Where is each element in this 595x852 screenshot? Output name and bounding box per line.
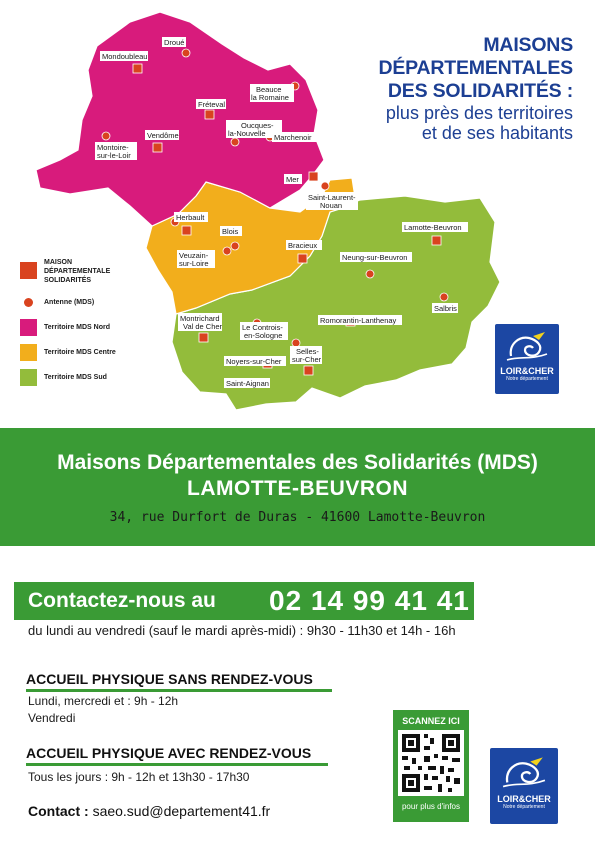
town-label: Noyers-sur-Cher (226, 357, 282, 366)
legend-brand-line: SOLIDARITÉS (44, 277, 92, 284)
town-label: sur-Cher (292, 355, 322, 364)
contact-prefix: Contactez-nous au (28, 589, 216, 612)
email-address[interactable]: saeo.sud@departement41.fr (92, 803, 271, 819)
legend-label: Territoire MDS Sud (44, 373, 107, 381)
headline-line: MAISONS (483, 34, 573, 56)
town-label: en-Sologne (244, 331, 283, 340)
town-label: Saint-Laurent- (308, 193, 356, 202)
qr-title: SCANNEZ ICI (402, 716, 460, 726)
loir-et-cher-logo (495, 324, 559, 394)
legend-antenne (20, 294, 150, 310)
loir-et-cher-logo-bottom (490, 748, 558, 824)
loir-et-cher-emblem-icon (505, 330, 549, 364)
legend-centre (20, 344, 150, 360)
headline-subline: plus près des territoires (385, 103, 573, 123)
contact-phone[interactable]: 02 14 99 41 41 (269, 585, 470, 616)
map-legend (20, 258, 150, 394)
town-label: la Romaine (251, 93, 289, 102)
town-label: Salbris (434, 304, 457, 313)
town-label: la-Nouvelle (228, 129, 266, 138)
logo-name: LOIR&CHER (497, 794, 551, 804)
town-label: Le Controis- (242, 323, 283, 332)
legend-label: Territoire MDS Nord (44, 323, 110, 331)
town-label: Herbault (176, 213, 205, 222)
antenne-marker (292, 339, 300, 347)
antenne-marker (231, 242, 239, 250)
legend-brand-line: DÉPARTEMENTALE (44, 268, 111, 275)
maison-marker (205, 110, 214, 119)
headline-subline: et de ses habitants (421, 123, 573, 143)
antenne-marker (366, 270, 374, 278)
maison-marker (298, 254, 307, 263)
town-label: Montrichard (180, 314, 220, 323)
maison-marker (199, 333, 208, 342)
logo-tagline: Notre département (506, 376, 548, 382)
town-label: Oucques- (241, 121, 274, 130)
town-label: Blois (222, 227, 239, 236)
maison-marker (432, 236, 441, 245)
town-label: Romorantin-Lanthenay (320, 316, 397, 325)
nord-swatch (20, 319, 37, 336)
town-label: sur-Loire (179, 259, 209, 268)
antenne-marker (321, 182, 329, 190)
maison-marker (182, 226, 191, 235)
maison-swatch (20, 262, 37, 279)
contact-hours: du lundi au vendredi (sauf le mardi après-midi) : 9h30 - 11h30 et 14h - 16h (28, 623, 456, 638)
contact-email (28, 803, 270, 819)
qr-box (393, 710, 469, 822)
headline-line: DÉPARTEMENTALES (378, 57, 573, 79)
headline-line: DES SOLIDARITÉS : (387, 80, 573, 102)
legend-nord (20, 319, 150, 335)
contact-bar (14, 582, 474, 620)
town-label: Beauce (256, 85, 282, 94)
town-label: Fréteval (198, 100, 226, 109)
town-label: sur-le-Loir (97, 151, 131, 160)
town-label: Droué (164, 38, 185, 47)
accueil-sans-rdv-title: ACCUEIL PHYSIQUE SANS RENDEZ-VOUS (26, 671, 332, 692)
town-label: Mondoubleau (102, 52, 148, 61)
qr-code-icon[interactable] (398, 730, 464, 796)
headline (273, 34, 573, 143)
antenne-marker (102, 132, 110, 140)
loir-et-cher-emblem-icon (501, 754, 547, 792)
antenne-marker (223, 247, 231, 255)
town-label: Montoire- (97, 143, 129, 152)
banner-city: LAMOTTE-BEUVRON (187, 477, 408, 500)
maison-marker (133, 64, 142, 73)
banner-address: 34, rue Durfort de Duras - 41600 Lamotte-Beuvron (109, 510, 486, 525)
email-label: Contact : (28, 803, 89, 819)
legend-label: Antenne (MDS) (44, 298, 95, 306)
town-label: Veuzain- (179, 251, 209, 260)
town-label: Bracieux (288, 241, 318, 250)
accueil-avec-rdv-title: ACCUEIL PHYSIQUE AVEC RENDEZ-VOUS (26, 745, 328, 766)
centre-swatch (20, 344, 37, 361)
accueil-sans-rdv-line: Lundi, mercredi et : 9h - 12h (28, 694, 179, 708)
legend-label: Territoire MDS Centre (44, 348, 116, 356)
banner-title: Maisons Départementales des Solidarités (MDS) (57, 451, 538, 474)
town-label: Marchenoir (274, 133, 312, 142)
town-label: Vendôme (147, 131, 179, 140)
antenne-marker (231, 138, 239, 146)
qr-footer: pour plus d'infos (401, 802, 460, 811)
sud-swatch (20, 369, 37, 386)
maison-marker (309, 172, 318, 181)
maison-marker (153, 143, 162, 152)
legend-maison (20, 258, 150, 285)
mds-banner (0, 428, 595, 546)
maison-marker (304, 366, 313, 375)
logo-name: LOIR&CHER (500, 366, 554, 376)
town-label: Saint-Aignan (226, 379, 269, 388)
antenne-marker (182, 49, 190, 57)
antenne-swatch (24, 298, 33, 307)
legend-brand-line: MAISON (44, 259, 72, 266)
town-label: Val de Cher (183, 322, 223, 331)
town-label: Lamotte-Beuvron (404, 223, 462, 232)
accueil-avec-rdv-line: Tous les jours : 9h - 12h et 13h30 - 17h30 (28, 770, 250, 784)
town-label: Neung-sur-Beuvron (342, 253, 408, 262)
accueil-sans-rdv-line: Vendredi (28, 711, 76, 725)
logo-tagline: Notre département (503, 804, 545, 810)
town-label: Selles- (296, 347, 319, 356)
legend-brand-text (44, 258, 110, 285)
antenne-marker (440, 293, 448, 301)
town-label: Nouan (320, 201, 343, 210)
town-label: Mer (286, 175, 299, 184)
legend-sud (20, 369, 150, 385)
